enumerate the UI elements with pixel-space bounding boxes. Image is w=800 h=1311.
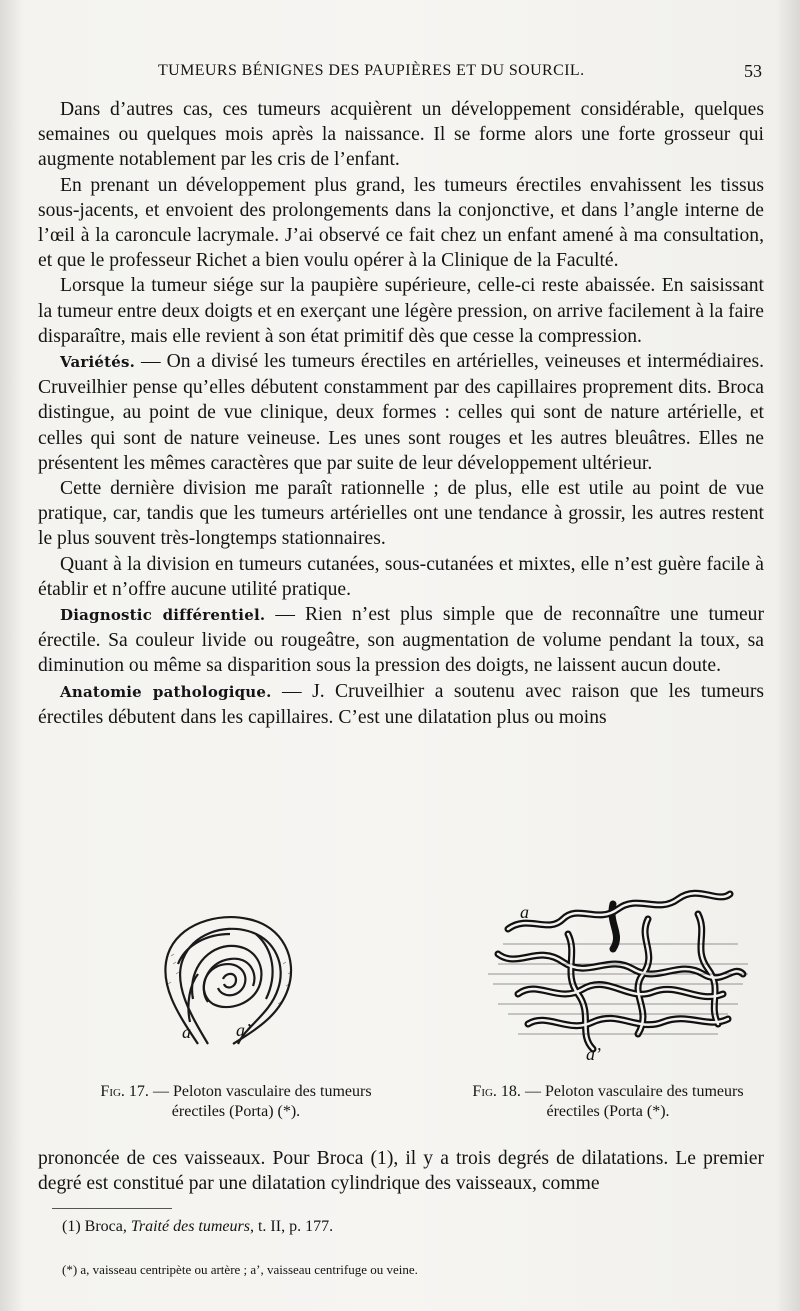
figure-18-letter-a: a <box>520 902 529 922</box>
figure-18-illustration <box>468 874 768 1064</box>
figure-17-letter-a-prime: a’ <box>236 1020 251 1040</box>
paragraph: En prenant un développement plus grand, les tumeurs érectiles envahissent les tissus sous-jacents, et envoient des prolongements dans la conjonctive, et dans l’angle interne de l’œil à la caroncule lacrymale. J’ai observé ce fait chez un enfant amené à ma consultation, et que le professeur Richet a bien voulu opérer à la Clinique de la Faculté. <box>38 174 764 272</box>
page-header <box>38 62 764 88</box>
paragraph: Lorsque la tumeur siége sur la paupière supérieure, celle-ci reste abaissée. En saisissant la tumeur entre deux doigts et en exerçant une légère pression, on arrive facilement à la faire disparaître, mais elle revient à son état primitif dès que cesse la compression. <box>38 275 764 347</box>
footnote-figure-legend: (*) a, vaisseau centripète ou artère ; a’, vaisseau centrifuge ou veine. <box>62 1262 418 1277</box>
figure-17-label: Fig. 17. <box>100 1083 149 1100</box>
vascular-tangle-drawing <box>468 874 768 1064</box>
footnote-divider <box>52 1208 172 1209</box>
paragraph: Quant à la division en tumeurs cutanées, sous-cutanées et mixtes, elle n’est guère facile à établir et n’offre aucune utilité pratique. <box>38 553 764 600</box>
footnote-1: (1) Broca, Traité des tumeurs, t. II, p. 177. <box>62 1218 334 1235</box>
figure-17-caption: Fig. 17. — Peloton vasculaire des tumeurs érectiles (Porta) (*). <box>100 1083 372 1120</box>
figure-18-caption: Fig. 18. — Peloton vasculaire des tumeurs érectiles (Porta (*). <box>472 1083 744 1120</box>
figure-17-letter-a: a <box>182 1022 191 1042</box>
section-rubric: Anatomie pathologique. <box>60 682 272 701</box>
paragraph: Anatomie pathologique. — J. Cruveilhier a soutenu avec raison que les tumeurs érectiles débutent dans les capillaires. C’est une dilatation plus ou moins <box>38 680 764 728</box>
figure-17-illustration <box>138 904 318 1054</box>
running-head: TUMEURS BÉNIGNES DES PAUPIÈRES ET DU SOURCIL. <box>158 62 585 79</box>
section-rubric: Diagnostic différentiel. <box>60 606 266 625</box>
section-rubric: Variétés. <box>60 353 136 372</box>
figure-18-letter-a-prime: a’ <box>586 1044 601 1064</box>
vascular-coil-drawing <box>138 904 318 1054</box>
paragraph: Diagnostic différentiel. — Rien n’est plus simple que de reconnaître une tumeur érectile. Sa couleur livide ou rougeâtre, son augmentation de volume pendant la toux, sa diminution ou même sa disparition sous la pression des doigts, ne laissent aucun doute. <box>38 604 764 677</box>
page-number: 53 <box>744 61 762 81</box>
main-text <box>38 97 764 730</box>
paragraph: Cette dernière division me paraît rationnelle ; de plus, elle est utile au point de vue pratique, car, tandis que les tumeurs artérielles ont une tendance à grossir, les autres restent le plus souvent très-longtemps stationnaires. <box>38 478 764 550</box>
figure-18-label: Fig. 18. <box>472 1083 521 1100</box>
continued-text: prononcée de ces vaisseaux. Pour Broca (1), il y a trois degrés de dilatations. Le premier degré est constitué par une dilatation cylindrique des vaisseaux, comme <box>38 1148 764 1195</box>
figures-block <box>38 868 764 1128</box>
paragraph: Dans d’autres cas, ces tumeurs acquièrent un développement considérable, quelques semaines ou quelques mois après la naissance. Il se forme alors une forte grosseur qui augmente notablement par les cris de l’enfant. <box>38 99 764 171</box>
paragraph: Variétés. — On a divisé les tumeurs érectiles en artérielles, veineuses et intermédiaires. Cruveilhier pense qu’elles débutent constamment par des capillaires proprement dits. Broca distingue, au point de vue clinique, deux formes : celles qui sont de nature artérielle, et celles qui sont de nature veineuse. Les unes sont rouges et les autres bleuâtres. Elles ne présentent les mêmes caractères que par suite de leur développement ultérieur. <box>38 351 764 474</box>
